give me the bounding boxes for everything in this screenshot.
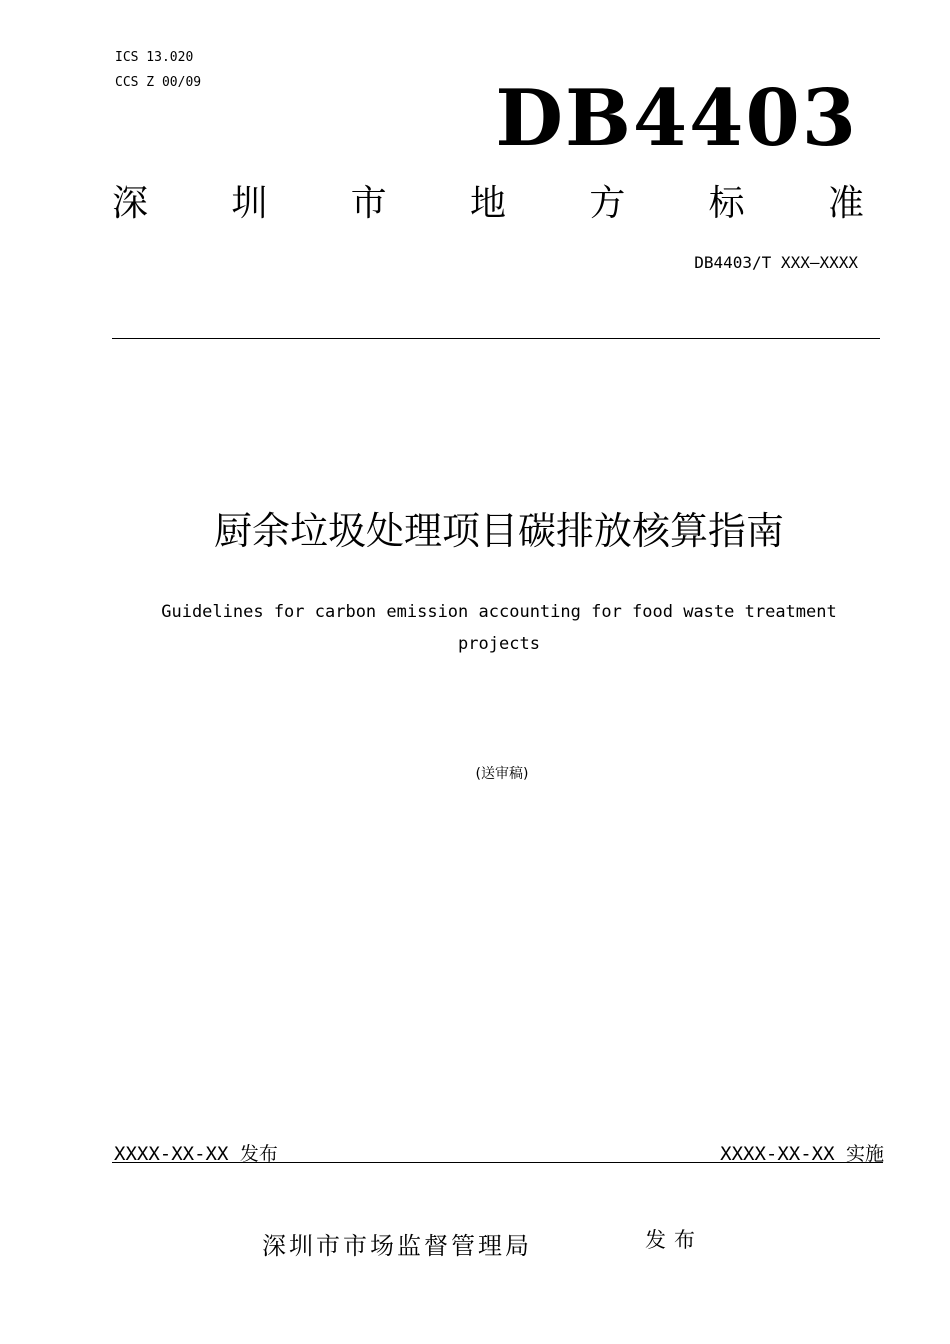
standard-type-char: 深 [112,183,149,224]
standard-type [112,183,864,224]
title-english: Guidelines for carbon emission accounting for food waste treatment projects [161,602,837,654]
draft-status: (送审稿) [475,766,529,782]
standard-type-char: 方 [589,183,626,224]
bottom-divider [112,1162,883,1163]
issue-date: XXXX-XX-XX 发布 [114,1143,278,1165]
standard-number: DB4403/T XXX—XXXX [694,253,858,272]
standard-type-char: 圳 [231,183,268,224]
issuer-name: 深圳市市场监督管理局 [262,1232,532,1260]
standard-type-char: 标 [708,183,745,224]
top-divider [112,338,880,339]
title-chinese: 厨余垃圾处理项目碳排放核算指南 [213,509,784,553]
standard-type-char: 准 [827,183,864,224]
ics-code: ICS 13.020 [115,50,194,65]
standard-type-char: 地 [469,183,506,224]
standard-type-char: 市 [350,183,387,224]
implementation-date: XXXX-XX-XX 实施 [720,1143,884,1165]
issuer-action: 发布 [645,1228,703,1252]
ccs-code: CCS Z 00/09 [115,75,202,90]
db-code-logo: DB4403 [495,73,858,164]
